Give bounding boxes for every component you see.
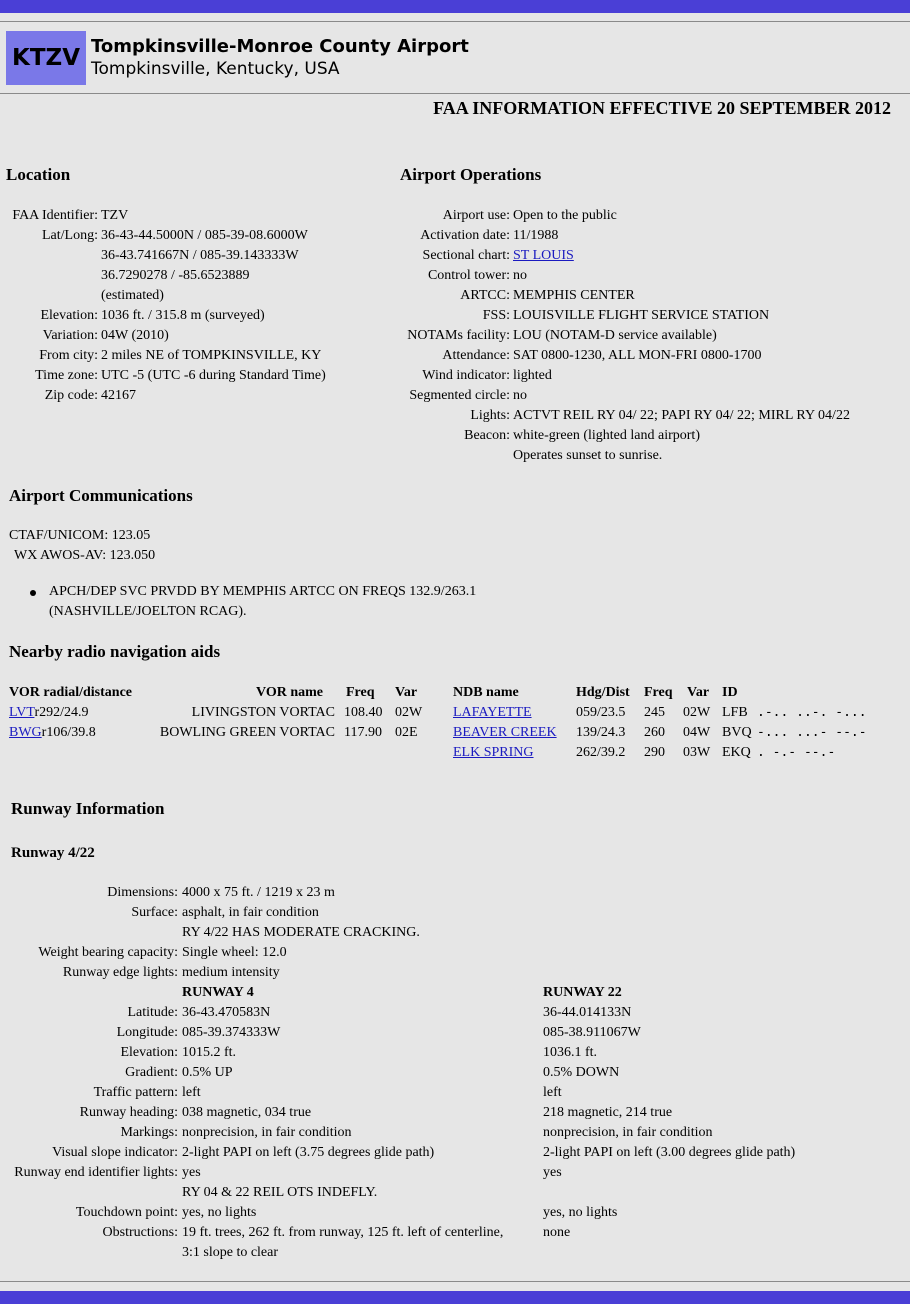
runway-end-label: Traffic pattern: <box>93 1085 178 1100</box>
operations-label: FSS: <box>482 308 510 323</box>
comms-remark-2: (NASHVILLE/JOELTON RCAG). <box>49 604 247 619</box>
ndb-var: 02W <box>683 705 711 720</box>
location-label: Time zone: <box>35 368 98 383</box>
operations-link[interactable]: ST LOUIS <box>513 248 574 263</box>
runway-end-b-value: yes, no lights <box>543 1205 618 1220</box>
ndb-freq: 290 <box>644 745 665 760</box>
ndb-name <box>453 745 534 761</box>
runway-end-label: Gradient: <box>125 1065 178 1080</box>
vor-radial <box>9 725 96 741</box>
location-value: 36-43.741667N / 085-39.143333W <box>101 248 299 263</box>
runway-end-b-value: yes <box>543 1165 562 1180</box>
operations-label: Activation date: <box>420 228 510 243</box>
runway-value: medium intensity <box>182 965 280 980</box>
ndb-morse: .-.. ..-. -... <box>757 705 867 720</box>
ndb-header-freq: Freq <box>644 685 673 700</box>
ndb-name-link[interactable]: BEAVER CREEK <box>453 725 557 740</box>
operations-value: LOU (NOTAM-D service available) <box>513 328 717 343</box>
runway-end-a-value: 36-43.470583N <box>182 1005 271 1020</box>
ndb-freq: 260 <box>644 725 665 740</box>
runway-value: Single wheel: 12.0 <box>182 945 287 960</box>
operations-label: Airport use: <box>442 208 510 223</box>
runway-heading: Runway Information <box>11 799 165 818</box>
runway-end-a-value: left <box>182 1085 201 1100</box>
location-value: 42167 <box>101 388 136 403</box>
ndb-name-link[interactable]: LAFAYETTE <box>453 705 532 720</box>
operations-value: MEMPHIS CENTER <box>513 288 635 303</box>
ndb-morse: -... ...- --.- <box>757 725 867 740</box>
vor-var: 02E <box>395 725 418 740</box>
runway-end-a-value: 19 ft. trees, 262 ft. from runway, 125 ft. left of centerline, <box>182 1225 504 1240</box>
runway-label: Dimensions: <box>107 885 178 900</box>
ndb-morse: . -.- --.- <box>757 745 836 760</box>
airport-place: Tompkinsville, Kentucky, USA <box>91 59 340 79</box>
runway-end-a-value: nonprecision, in fair condition <box>182 1125 352 1140</box>
airport-id-badge: KTZV <box>6 31 86 85</box>
location-label: Elevation: <box>40 308 98 323</box>
ndb-id: EKQ <box>722 745 751 760</box>
runway-end-b-value: 36-44.014133N <box>543 1005 632 1020</box>
runway-end-label: Runway end identifier lights: <box>14 1165 178 1180</box>
runway-end-label: Obstructions: <box>102 1225 178 1240</box>
runway-value: 4000 x 75 ft. / 1219 x 23 m <box>182 885 335 900</box>
ndb-hdg: 059/23.5 <box>576 705 626 720</box>
effective-date: FAA INFORMATION EFFECTIVE 20 SEPTEMBER 2012 <box>433 98 891 118</box>
location-label: FAA Identifier: <box>12 208 98 223</box>
ndb-id: LFB <box>722 705 748 720</box>
ndb-var: 03W <box>683 745 711 760</box>
runway-end-b-value: nonprecision, in fair condition <box>543 1125 713 1140</box>
operations-label: Segmented circle: <box>409 388 510 403</box>
operations-value: white-green (lighted land airport) <box>513 428 700 443</box>
operations-label: Sectional chart: <box>422 248 510 263</box>
operations-label: Lights: <box>470 408 510 423</box>
ndb-header-hdg: Hdg/Dist <box>576 685 630 700</box>
ndb-header-var: Var <box>687 685 710 700</box>
runway-end-a-value: 038 magnetic, 034 true <box>182 1105 312 1120</box>
runway-end-a-value: 0.5% UP <box>182 1065 233 1080</box>
runway-end-label: Touchdown point: <box>75 1205 178 1220</box>
vor-header-var: Var <box>395 685 418 700</box>
operations-value: Operates sunset to sunrise. <box>513 448 663 463</box>
vor-name: LIVINGSTON VORTAC <box>191 705 335 720</box>
ndb-name-link[interactable]: ELK SPRING <box>453 745 534 760</box>
vor-radial-text: r292/24.9 <box>34 705 89 720</box>
ndb-id: BVQ <box>722 725 752 740</box>
vor-freq: 108.40 <box>344 705 383 720</box>
location-label: Lat/Long: <box>42 228 98 243</box>
vor-radial-text: r106/39.8 <box>41 725 96 740</box>
operations-value: ACTVT REIL RY 04/ 22; PAPI RY 04/ 22; MIRL RY 04/22 <box>513 408 850 423</box>
location-label: Variation: <box>42 328 98 343</box>
operations-value: LOUISVILLE FLIGHT SERVICE STATION <box>513 308 770 323</box>
ndb-name <box>453 705 532 721</box>
runway-end-label: Elevation: <box>120 1045 178 1060</box>
runway-end-label: Markings: <box>120 1125 178 1140</box>
runway-end-b-value: 2-light PAPI on left (3.00 degrees glide path) <box>543 1145 796 1160</box>
header-divider-top <box>0 21 910 22</box>
location-value: 1036 ft. / 315.8 m (surveyed) <box>101 308 265 323</box>
runway-end-b-value: 085-38.911067W <box>543 1025 641 1040</box>
navaids-heading: Nearby radio navigation aids <box>9 642 221 661</box>
runway-end-a-value: yes, no lights <box>182 1205 257 1220</box>
footer-divider <box>0 1281 910 1282</box>
location-value: UTC -5 (UTC -6 during Standard Time) <box>101 368 326 383</box>
operations-value: 11/1988 <box>513 228 559 243</box>
operations-value: no <box>513 268 527 283</box>
runway-value: RY 4/22 HAS MODERATE CRACKING. <box>182 925 420 940</box>
vor-header-radial: VOR radial/distance <box>9 685 132 700</box>
runway-end-label: Longitude: <box>116 1025 178 1040</box>
operations-label: Beacon: <box>464 428 510 443</box>
operations-label: Wind indicator: <box>422 368 510 383</box>
vor-header-freq: Freq <box>346 685 375 700</box>
runway-end-label: Visual slope indicator: <box>52 1145 178 1160</box>
ndb-name <box>453 725 557 741</box>
runway-end-a-value: 085-39.374333W <box>182 1025 281 1040</box>
comms-remark-1: APCH/DEP SVC PRVDD BY MEMPHIS ARTCC ON FREQS 132.9/263.1 <box>49 584 477 599</box>
awos-line: WX AWOS-AV: 123.050 <box>14 548 156 563</box>
location-value: 36.7290278 / -85.6523889 <box>101 268 250 283</box>
ndb-hdg: 139/24.3 <box>576 725 626 740</box>
ndb-header-name: NDB name <box>453 685 519 700</box>
operations-value: SAT 0800-1230, ALL MON-FRI 0800-1700 <box>513 348 762 363</box>
runway-end-a-value: yes <box>182 1165 201 1180</box>
vor-id-link[interactable]: BWG <box>9 725 42 740</box>
runway-end-a-value: 2-light PAPI on left (3.75 degrees glide path) <box>182 1145 435 1160</box>
bottom-color-bar <box>0 1291 910 1304</box>
runway-end-label: Runway heading: <box>79 1105 178 1120</box>
location-value: 2 miles NE of TOMPKINSVILLE, KY <box>101 348 322 363</box>
ndb-hdg: 262/39.2 <box>576 745 626 760</box>
ctaf-line: CTAF/UNICOM: 123.05 <box>9 528 151 543</box>
airport-name: Tompkinsville-Monroe County Airport <box>91 36 469 57</box>
runway-end-b-value: left <box>543 1085 562 1100</box>
ndb-header-id: ID <box>722 685 738 700</box>
vor-freq: 117.90 <box>344 725 382 740</box>
location-label: Zip code: <box>44 388 98 403</box>
location-value: 36-43-44.5000N / 085-39-08.6000W <box>101 228 308 243</box>
operations-value: Open to the public <box>513 208 617 223</box>
location-value: (estimated) <box>101 288 164 303</box>
operations-value: no <box>513 388 527 403</box>
vor-id-link[interactable]: LVT <box>9 705 35 720</box>
vor-var: 02W <box>395 705 423 720</box>
runway-end-label: Latitude: <box>127 1005 178 1020</box>
top-color-bar <box>0 0 910 13</box>
runway-subheading: Runway 4/22 <box>11 845 95 861</box>
operations-label: ARTCC: <box>460 288 510 303</box>
runway-label: Surface: <box>131 905 178 920</box>
location-value: TZV <box>101 208 129 223</box>
runway-end-b-value: none <box>543 1225 571 1240</box>
operations-value: lighted <box>513 368 552 383</box>
comms-heading: Airport Communications <box>9 486 193 505</box>
operations-label: Control tower: <box>427 268 510 283</box>
operations-label: Attendance: <box>442 348 510 363</box>
location-value: 04W (2010) <box>101 328 169 343</box>
vor-name: BOWLING GREEN VORTAC <box>159 725 335 740</box>
bullet-icon <box>30 590 36 596</box>
operations-label: NOTAMs facility: <box>407 328 510 343</box>
runway-end-b-value: 0.5% DOWN <box>543 1065 620 1080</box>
runway-end-b-value: 1036.1 ft. <box>543 1045 598 1060</box>
runway-value: asphalt, in fair condition <box>182 905 319 920</box>
runway-end-a-value: 3:1 slope to clear <box>182 1245 279 1260</box>
ndb-freq: 245 <box>644 705 665 720</box>
runway-label: Weight bearing capacity: <box>38 945 178 960</box>
vor-header-name: VOR name <box>256 685 323 700</box>
location-label: From city: <box>39 348 98 363</box>
runway-end-a-heading: RUNWAY 4 <box>182 985 254 1000</box>
vor-radial <box>9 705 89 721</box>
ndb-var: 04W <box>683 725 711 740</box>
operations-heading: Airport Operations <box>400 165 542 184</box>
runway-end-a-value: 1015.2 ft. <box>182 1045 237 1060</box>
header-divider-bottom <box>0 93 910 94</box>
runway-label: Runway edge lights: <box>62 965 178 980</box>
operations-value <box>513 248 574 264</box>
runway-end-b-value: 218 magnetic, 214 true <box>543 1105 673 1120</box>
runway-end-a-value: RY 04 & 22 REIL OTS INDEFLY. <box>182 1185 378 1200</box>
runway-end-b-heading: RUNWAY 22 <box>543 985 622 1000</box>
location-heading: Location <box>6 165 71 184</box>
